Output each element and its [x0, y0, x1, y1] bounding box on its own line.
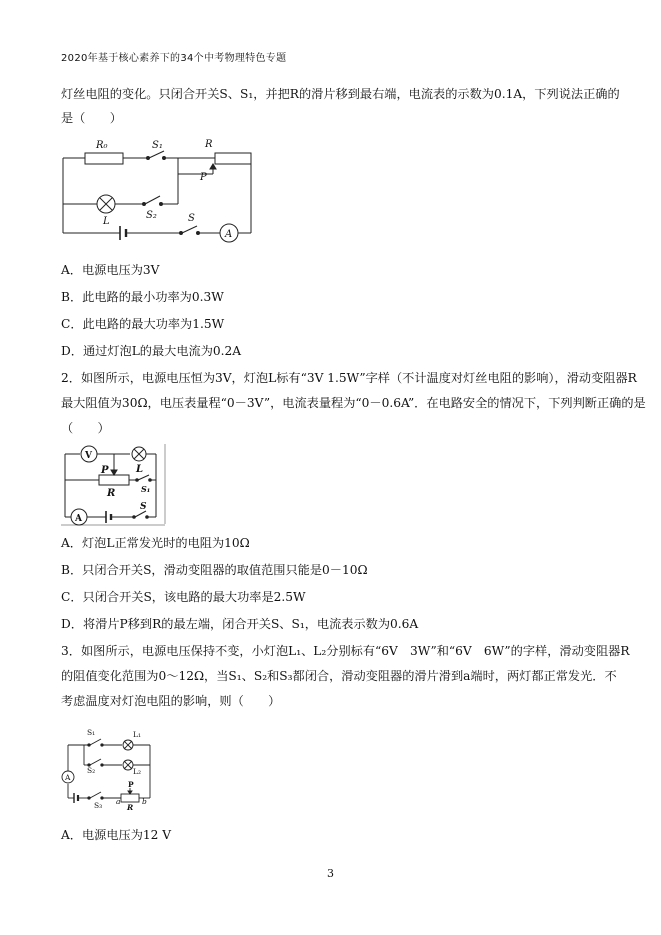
- q3-stem-line2: 的阻值变化范围为0～12Ω，当S₁、S₂和S₃都闭合，滑动变阻器的滑片滑到a端时，两灯都正常发光．不: [61, 669, 617, 683]
- q2-voltmeter-label: V: [85, 451, 92, 461]
- q2-stem-line2: 最大阻值为30Ω，电压表量程“0－3V”，电流表量程为“0－0.6A”．在电路安全的情况下，下列判断正确的是: [61, 396, 646, 410]
- q1-stem-line1: 灯丝电阻的变化。只闭合开关S、S₁，并把R的滑片移到最右端，电流表的示数为0.1A，下列说法正确的: [61, 87, 620, 101]
- q2-label-r: R: [107, 488, 116, 499]
- q2-option-d: D．将滑片P移到R的最左端，闭合开关S、S₁，电流表示数为0.6A: [61, 617, 419, 631]
- q3-stem-line1: 3．如图所示，电源电压保持不变，小灯泡L₁、L₂分别标有“6V 3W”和“6V 6W”的字样，滑动变阻器R: [61, 644, 630, 658]
- q2-option-c: C．只闭合开关S，该电路的最大功率是2.5W: [61, 590, 306, 604]
- q1-option-c: C．此电路的最大功率为1.5W: [61, 317, 225, 331]
- q1-ammeter-label: A: [225, 229, 233, 240]
- q3-circuit-diagram: [58, 725, 162, 811]
- q1-label-r: R: [205, 139, 213, 150]
- q3-label-l2: L₂: [133, 767, 141, 776]
- q3-label-p: P: [128, 780, 134, 789]
- q2-label-p: P: [101, 465, 109, 476]
- q2-stem-line1: 2．如图所示，电源电压恒为3V，灯泡L标有“3V 1.5W”字样（不计温度对灯丝电阻的影响），滑动变阻器R: [61, 371, 637, 385]
- q1-option-d: D．通过灯泡L的最大电流为0.2A: [61, 344, 242, 358]
- q3-label-s1: S₁: [87, 728, 96, 737]
- q2-ammeter-label: A: [75, 514, 82, 524]
- q2-label-s1: S₁: [141, 484, 151, 494]
- q1-option-b: B．此电路的最小功率为0.3W: [61, 290, 224, 304]
- q1-option-a: A．电源电压为3V: [61, 263, 160, 277]
- q1-label-l: L: [103, 216, 110, 227]
- q1-label-s1: S₁: [152, 140, 163, 151]
- q3-label-a: a: [116, 797, 121, 806]
- q3-stem-line3: 考虑温度对灯泡电阻的影响，则（ ）: [61, 694, 281, 708]
- q1-label-r0: R₀: [96, 140, 108, 151]
- q2-circuit-diagram: [61, 442, 169, 527]
- q1-circuit-diagram: [60, 134, 260, 246]
- q2-option-b: B．只闭合开关S，滑动变阻器的取值范围只能是0－10Ω: [61, 563, 368, 577]
- q1-label-s2: S₂: [146, 210, 157, 221]
- q3-label-s2: S₂: [87, 766, 96, 775]
- page-header: 2020年基于核心素养下的34个中考物理特色专题: [61, 53, 287, 64]
- q2-stem-line3: （ ）: [61, 421, 110, 435]
- q2-option-a: A．灯泡L正常发光时的电阻为10Ω: [61, 536, 250, 550]
- page-number: 3: [327, 867, 334, 880]
- q3-label-l1: L₁: [133, 730, 141, 739]
- q3-option-a: A．电源电压为12 V: [61, 828, 172, 842]
- q3-label-s3: S₃: [94, 801, 103, 810]
- q3-label-b: b: [142, 797, 147, 806]
- q3-label-r: R: [127, 803, 134, 811]
- q1-label-s: S: [188, 213, 195, 224]
- q1-stem-line2: 是（ ）: [61, 111, 122, 125]
- q2-label-s: S: [140, 502, 147, 512]
- q1-label-p: P: [200, 172, 207, 183]
- q2-label-l: L: [136, 464, 144, 475]
- q3-ammeter-label: A: [65, 773, 71, 782]
